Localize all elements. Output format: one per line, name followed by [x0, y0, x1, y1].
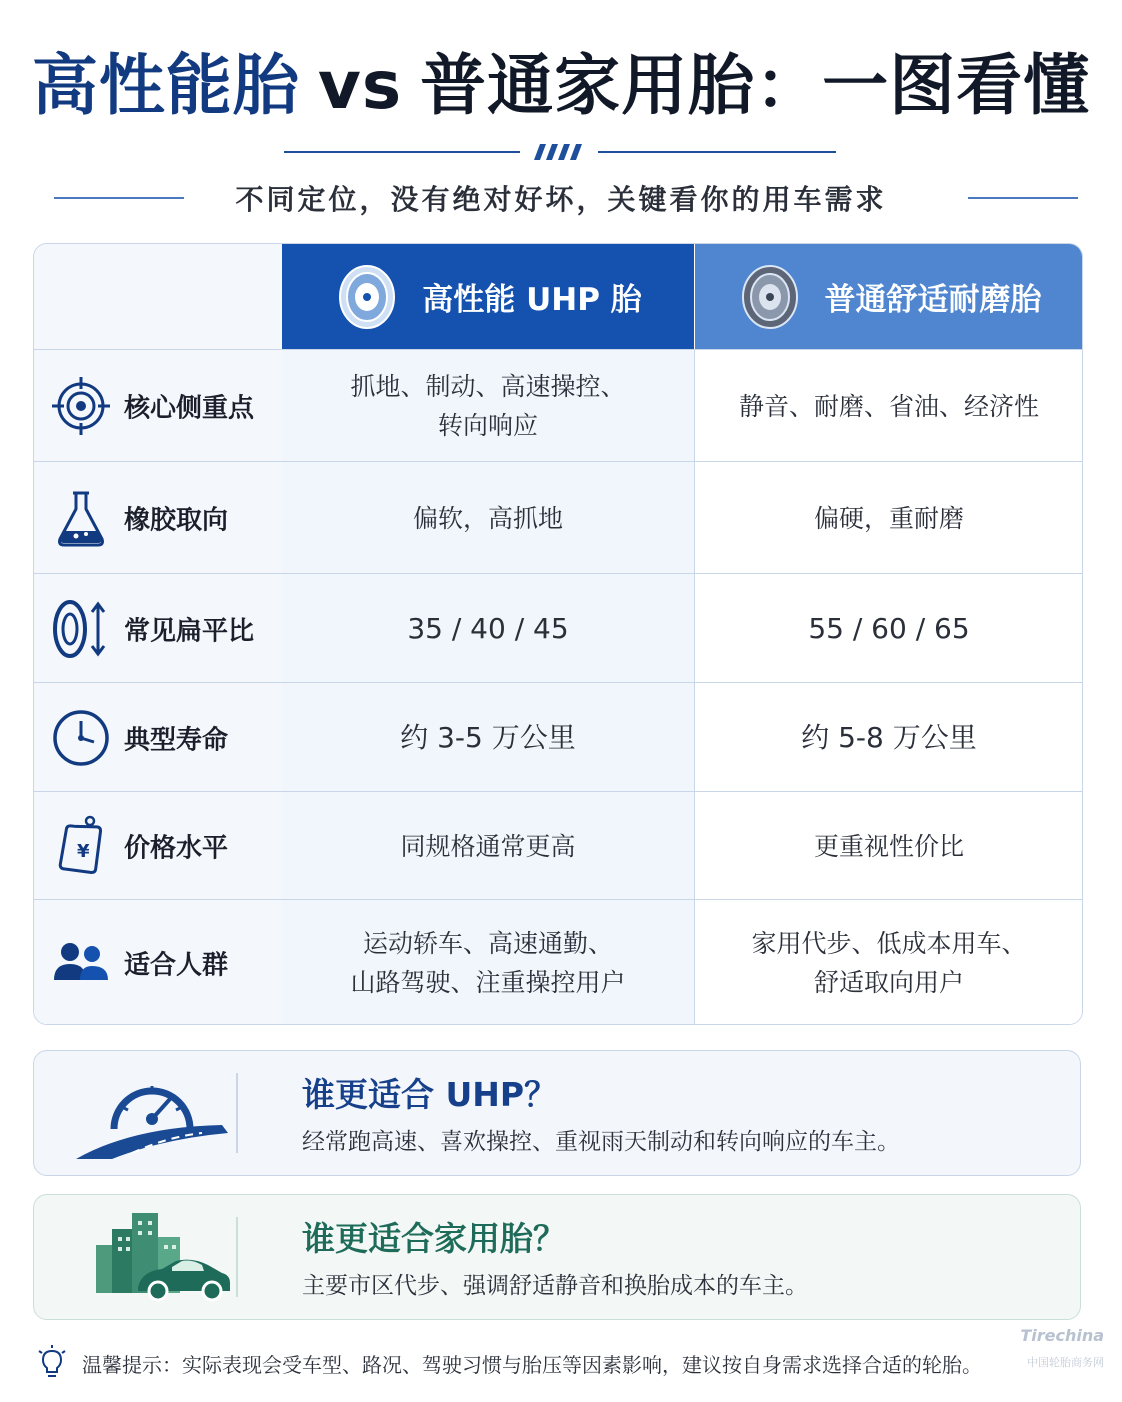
table-row	[34, 573, 1082, 683]
cell-line: 约 3-5 万公里	[400, 721, 576, 754]
stripes-icon	[528, 144, 588, 160]
flask-icon	[50, 487, 112, 549]
cell-line: 转向响应	[437, 411, 538, 440]
table-row	[34, 461, 1082, 574]
eco-cell	[694, 792, 1083, 900]
row-label: 橡胶取向	[124, 505, 229, 536]
comparison-table	[33, 243, 1083, 1025]
eco-cell	[694, 574, 1083, 683]
uhp-cell	[282, 900, 694, 1025]
uhp-suitability-card	[33, 1050, 1081, 1176]
header-uhp	[282, 244, 694, 349]
uhp-cell	[282, 462, 694, 574]
price-tag-icon	[50, 815, 112, 877]
eco-cell	[694, 462, 1083, 574]
uhp-cell	[282, 350, 694, 462]
table-row	[34, 682, 1082, 792]
watermark-site-name: 中国轮胎商务网	[1027, 1356, 1104, 1369]
row-label: 核心侧重点	[124, 393, 255, 424]
cell-line: 约 5-8 万公里	[801, 721, 977, 754]
table-row	[34, 349, 1082, 462]
clock-icon	[50, 707, 112, 769]
speedometer-road-icon	[72, 1067, 232, 1159]
header-uhp-label: 高性能 UHP 胎	[422, 282, 642, 318]
row-label: 常见扁平比	[124, 616, 255, 646]
row-label: 适合人群	[124, 950, 229, 980]
title-divider	[0, 148, 1122, 156]
row-label: 典型寿命	[124, 725, 229, 755]
tire-icon	[334, 264, 400, 330]
svg-text:¥: ¥	[77, 841, 90, 862]
cell-line: 更重视性价比	[813, 831, 964, 861]
cell-line: 同规格通常更高	[400, 831, 576, 861]
header-eco-label: 普通舒适耐磨胎	[824, 282, 1042, 318]
header-eco	[694, 244, 1083, 349]
subtitle: 不同定位，没有绝对好坏，关键看你的用车需求	[235, 183, 887, 216]
eco-cell	[694, 683, 1083, 792]
cell-line: 偏硬，重耐磨	[813, 503, 964, 533]
watermark	[992, 1326, 1104, 1374]
table-row	[34, 791, 1082, 900]
cell-line: 舒适取向用户	[813, 967, 964, 997]
lightbulb-icon	[36, 1345, 68, 1381]
uhp-cell	[282, 683, 694, 792]
card-title: 谁更适合 UHP？	[302, 1075, 558, 1114]
title-vs: vs	[317, 47, 403, 124]
target-icon	[50, 375, 112, 437]
table-row	[34, 899, 1082, 1025]
people-icon	[50, 932, 112, 994]
cell-line: 抓地、制动、高速操控、	[350, 372, 626, 401]
eco-cell	[694, 350, 1083, 462]
tire-sidewall-icon	[50, 598, 112, 660]
tire-icon	[737, 264, 803, 330]
cell-line: 家用代步、低成本用车、	[751, 928, 1027, 958]
uhp-cell	[282, 792, 694, 900]
uhp-cell	[282, 574, 694, 683]
subtitle-row	[0, 176, 1122, 220]
cell-line: 静音、耐磨、省油、经济性	[738, 391, 1039, 421]
watermark-logo-text: Tirechina	[1020, 1326, 1104, 1345]
page-title	[0, 32, 1122, 127]
cell-line: 35 / 40 / 45	[407, 612, 569, 645]
city-car-icon	[72, 1211, 232, 1303]
card-title: 谁更适合家用胎？	[302, 1219, 566, 1258]
cell-line: 运动轿车、高速通勤、	[362, 928, 613, 958]
tip-row	[36, 1345, 1036, 1381]
header-blank-cell	[34, 244, 283, 349]
cell-line: 55 / 60 / 65	[808, 612, 970, 645]
title-part2: 普通家用胎：一图看懂	[420, 47, 1091, 124]
cell-line: 偏软，高抓地	[412, 503, 563, 533]
tip-text: 温馨提示：实际表现会受车型、路况、驾驶习惯与胎压等因素影响，建议按自身需求选择合适的轮胎。	[82, 1353, 982, 1377]
title-part1: 高性能胎	[31, 47, 300, 124]
family-suitability-card	[33, 1194, 1081, 1320]
card-body: 经常跑高速、喜欢操控、重视雨天制动和转向响应的车主。	[302, 1129, 900, 1155]
row-label: 价格水平	[124, 833, 229, 864]
cell-line: 山路驾驶、注重操控用户	[350, 967, 626, 997]
eco-cell	[694, 900, 1083, 1025]
card-body: 主要市区代步、强调舒适静音和换胎成本的车主。	[302, 1273, 808, 1299]
